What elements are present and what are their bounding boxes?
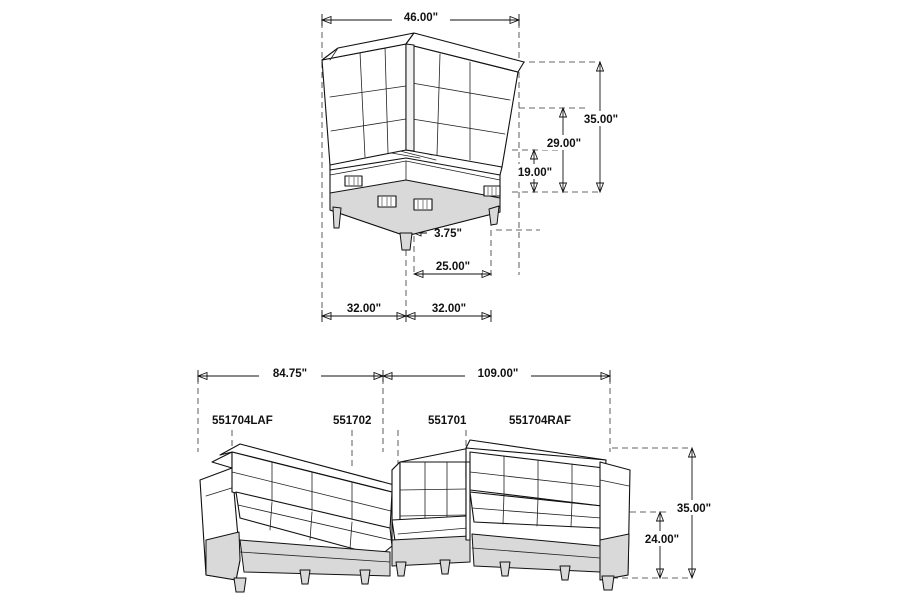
- dim-seat-height: [509, 150, 561, 192]
- dim-right-span: [383, 365, 610, 382]
- dim-top-width: [322, 9, 519, 26]
- part-code-armless: 551702: [333, 415, 372, 427]
- dim-arm-height: [635, 512, 689, 578]
- sectional-illustration: [200, 440, 630, 592]
- dim-bottom-overall-height-label: 35.00": [676, 503, 712, 515]
- dim-base-depth: [414, 258, 491, 278]
- dim-back-height-label: 29.00": [546, 138, 582, 150]
- bottom-view-sectional: [198, 365, 721, 592]
- top-view-corner-chair: [322, 9, 627, 322]
- dim-base-left-label: 32.00": [346, 303, 382, 315]
- dim-arm-height-label: 24.00": [644, 534, 680, 546]
- corner-chair-illustration: [322, 33, 524, 250]
- part-code-laf: 551704LAF: [212, 415, 273, 427]
- dim-overall-height-label: 35.00": [583, 114, 619, 126]
- part-code-labels: [212, 415, 571, 427]
- dim-overall-height: [575, 62, 627, 192]
- dim-leg-height-label: 3.75": [434, 228, 462, 240]
- dim-right-span-label: 109.00": [477, 368, 519, 380]
- dim-left-span-label: 84.75": [272, 368, 308, 380]
- dim-left-span: [198, 365, 383, 382]
- dim-base-depth-label: 25.00": [435, 261, 471, 273]
- dim-base-left: [322, 300, 406, 322]
- dim-bottom-overall-height: [667, 448, 721, 578]
- dim-base-right: [406, 300, 491, 322]
- part-code-raf: 551704RAF: [509, 415, 572, 427]
- part-code-corner: 551701: [428, 415, 467, 427]
- dim-seat-height-label: 19.00": [517, 167, 553, 179]
- dim-top-width-label: 46.00": [403, 12, 439, 24]
- dim-base-right-label: 32.00": [431, 303, 467, 315]
